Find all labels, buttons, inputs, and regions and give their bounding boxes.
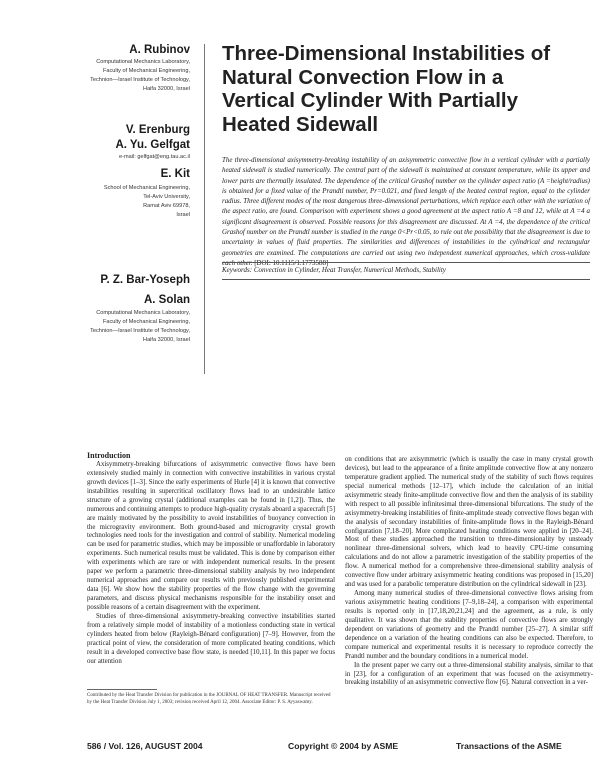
author-affiliation: School of Mechanical Engineering, Tel-Aviv University, Ramat Aviv 69978, Israel <box>103 185 190 218</box>
author-name: A. Rubinov <box>129 44 190 56</box>
page-footer-left: 586 / Vol. 126, AUGUST 2004 <box>87 741 203 751</box>
author-name: V. Erenburg <box>125 124 190 136</box>
footnote: Contributed by the Heat Transfer Division for publication in the JOURNAL OF HEAT TRANSFER. Manuscript received by the Heat Transfer Division July 1, 2003; revision received April 12, 2004. Associate Editor: P. S. Ayyaswamy. <box>87 693 331 705</box>
page-footer-center: Copyright © 2004 by ASME <box>288 741 399 751</box>
abstract: The three-dimensional axisymmetry-breaking instability of an axisymmetric convective flow in a vertical cylinder with a partially heated sidewall is studied numerically. The central part of the sidewall is maintained at constant temperature, while its upper and lower parts are thermally insulated. The dependence of the critical Grashof number on the cylinder aspect ratio (A =height/radius) is obtained for a fixed value of the Prandtl number, Pr=0.021, and fixed length of the heated central region, equal to the cylinder radius. Three different modes of the most dangerous three-dimensional perturbations, which replace each other with the variation of the aspect ratio, are found. Comparison with experiment shows a good agreement at the aspect ratio A =8 and 12, while at A =4 a significant disagreement is observed. Possible reasons for this disagreement are discussed. At A =4, the dependence of the critical Grashof number on the Prandtl number is studied in the range 0<Pr<0.05, to rule out the possibility that the disagreement is due to uncertainty in values of fluid properties. The similarities and differences of instabilities in the cylindrical and rectangular geometries are examined. The computations are carried out using two independent numerical approaches, which cross-validate <box>222 155 590 268</box>
paragraph: Axisymmetry-breaking bifurcations of axisymmetric convective flows have been extensively studied mainly in connection with convective instabilities in various crystal growth devices [1–3]. Since the early experiments of Hurle [4] it is known that convective instabilities resulting in supercritical oscillatory flows lead to an undesirable lattice structure of a growing crystal (additional examples can be found in [1,2]). Thus, the numerous and continuing attempts to produce high-quality crystals aboard a spacecraft [5] are mainly motivated by the possibility to avoid instabilities of buoyancy convection in the microgravity environment. Both ground-based and microgravity crystal growth technologies need tools for the investigation and control of stability. Numerical modeling can be used for parametric studies, which may be impossible or unaffordable in laboratory experiments. Such numerical results must be validated. This is done by comparison either with experiments which are rare or with independent numerical results. In the present paper we perform a parametric three-dimensional stability analysis by two independent numerical approaches and compare our results with previously published experimental data [6]. We show how the stability properties of the flow change with the governing parameters, and discuss physical mechanisms responsible for the instability onset and possible reasons of a certain disagreement with the experiment. <box>87 460 335 611</box>
header-divider <box>204 44 205 374</box>
author-email: e-mail: gelfgat@eng.tau.ac.il <box>119 154 190 160</box>
left-column <box>87 452 335 667</box>
paper-title: Three-Dimensional Instabilities of Natural Convection Flow in a Vertical Cylinder With Partially Heated Sidewall <box>222 42 551 136</box>
author-affiliation: Computational Mechanics Laboratory, Faculty of Mechanical Engineering, Technion—Israel Institute of Technology, Haifa 32000, Israel <box>90 59 190 92</box>
footnote-rule <box>87 689 157 690</box>
keywords: Keywords: Convection in Cylinder, Heat Transfer, Numerical Methods, Stability <box>222 266 446 274</box>
author-name: P. Z. Bar-Yoseph <box>100 274 190 286</box>
author-name: E. Kit <box>160 168 190 180</box>
section-heading: Introduction <box>87 451 131 460</box>
paragraph: Among many numerical studies of three-dimensional convective flows arising from various axisymmetric heating conditions [7–9,18–24], a comparison with experimental results is reported only in [17,18,20,21,24] and the agreement, as a rule, is only qualitative. It was shown that the stability properties of convective flows are strongly dependent on variations of geometry and the Prandtl number [25–27]. A similar stiff dependence on a variation of the heating conditions can also be expected. Therefore, to compare numerical and experimental results it is necessary to reproduce correctly the Prandtl number and the boundary conditions in a numerical model. <box>345 590 593 660</box>
paragraph: In the present paper we carry out a three-dimensional stability analysis, similar to that in [23], for a configuration of an experiment that was focused on the axisymmetry-breaking instability of an axisymmetric convective flow [6]. Natural convection in a ver- <box>345 661 593 687</box>
keywords-top-rule <box>222 262 590 263</box>
right-column <box>345 456 593 688</box>
author-affiliation: Computational Mechanics Laboratory, Faculty of Mechanical Engineering, Technion—Israel Institute of Technology, Haifa 32000, Israel <box>90 310 190 343</box>
keywords-bottom-rule <box>222 279 590 280</box>
page-footer-right: Transactions of the ASME <box>456 741 562 751</box>
paragraph: on conditions that are axisymmetric (which is usually the case in many crystal growth devices), but lead to the appearance of a finite amplitude convective flow at any nonzero temperature gradient applied. The numerical study of the stability of such flows requires special numerical methods [12–17], which include the calculation of an initial axisymmetric steady finite-amplitude convective flow and then the analysis of its stability with respect to all possible infinitesimal three-dimensional bifurcations. The study of the axisymmetry-breaking instabilities of finite-amplitude steady convective flows began with the analysis of secondary instabilities of finite-amplitude flows in the Rayleigh-Bénard configuration [7,18–20]. More complicated heating conditions were applied in [20–24]. Most of these studies approached the transition to three-dimensionality by unsteady nonlinear three-dimensional solvers, which lead to heavily CPU-time consuming calculations and do not allow a parametric investigation of the stability properties of the flow. A numerical method for a comprehensive three-dimensional stability analysis of convective flow under arbitrary axisymmetric heating conditions was proposed in [15,20] and was used for a parabolic temperature distribution on the cylindrical sidewall in [23]. <box>345 456 593 589</box>
author-name: A. Yu. Gelfgat <box>115 139 190 151</box>
author-name: A. Solan <box>143 294 190 306</box>
paragraph: Studies of three-dimensional axisymmetry-breaking convective instabilities started from a relatively simple model of instability of a motionless conducting state in vertical cylinders heated from below (Rayleigh-Bénard configuration) [7–9]. However, from the practical point of view, the consideration of more complicated heating conditions, which result in a developed convective base flow state, is needed [10,11]. In this paper we focus our attention <box>87 612 335 665</box>
